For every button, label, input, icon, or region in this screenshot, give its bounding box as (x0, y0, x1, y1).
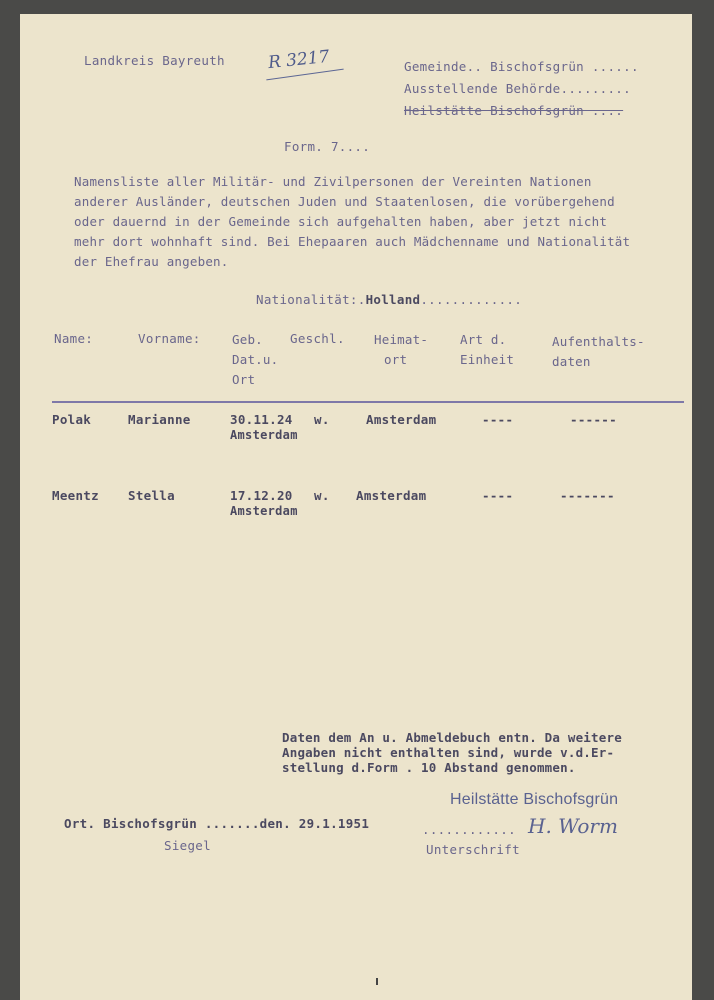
table-cell-heimatort: Amsterdam (356, 488, 427, 503)
note-line: Angaben nicht enthalten sind, wurde v.d.Er- (282, 745, 615, 760)
column-header-heimatort: Heimat- ort (374, 332, 429, 367)
column-header-aufenthalt: Aufenthalts- daten (552, 334, 645, 369)
table-cell-geb-ort: Amsterdam (230, 428, 298, 442)
column-header-vorname: Vorname: (138, 331, 201, 346)
nationality-value: Holland (365, 292, 421, 307)
document-page (20, 14, 692, 1000)
nationality-label: Nationalität:. (256, 292, 366, 307)
table-cell-vorname: Stella (128, 488, 175, 503)
column-header-geburt: Geb. Dat.u. Ort (232, 332, 279, 387)
description-paragraph (74, 172, 630, 272)
unterschrift-label: Unterschrift (426, 842, 520, 857)
signature-dots: ............ (422, 822, 516, 837)
table-cell-geb-ort: Amsterdam (230, 504, 298, 518)
description-line: Namensliste aller Militär- und Zivilpersonen der Vereinten Nationen (74, 174, 592, 189)
table-cell-geschl: w. (314, 412, 330, 427)
institution-stamp: Heilstätte Bischofsgrün (450, 791, 619, 808)
nationality-fill: ............. (420, 292, 523, 307)
table-cell-aufenthalt: ------ (570, 412, 617, 427)
note-paragraph (282, 730, 622, 775)
gemeinde-field: Gemeinde.. Bischofsgrün ...... (404, 59, 639, 74)
description-line: anderer Ausländer, deutschen Juden und Staatenlosen, die vorübergehend (74, 194, 615, 209)
behoerde-field: Ausstellende Behörde......... (404, 81, 631, 96)
description-line: der Ehefrau angeben. (74, 254, 229, 269)
table-cell-art: ---- (482, 412, 514, 427)
table-cell-aufenthalt: ------- (560, 488, 615, 503)
siegel-label: Siegel (164, 838, 211, 853)
handwritten-signature: H. Worm (528, 814, 618, 838)
table-cell-name: Meentz (52, 488, 99, 503)
landkreis-label: Landkreis Bayreuth (84, 53, 225, 68)
column-header-geschlecht: Geschl. (290, 331, 345, 346)
description-line: oder dauernd in der Gemeinde sich aufgehalten haben, aber jetzt nicht (74, 214, 608, 229)
table-cell-vorname: Marianne (128, 412, 191, 427)
table-cell-geschl: w. (314, 488, 330, 503)
note-line: Daten dem An u. Abmeldebuch entn. Da weitere (282, 730, 622, 745)
column-header-name: Name: (54, 331, 94, 346)
form-label: Form. 7.... (284, 139, 371, 154)
column-header-einheit: Art d. Einheit (460, 332, 515, 367)
table-cell-geb-date: 17.12.20 (230, 488, 293, 503)
ort-datum-line: Ort. Bischofsgrün .......den. 29.1.1951 (64, 816, 370, 831)
handwritten-file-reference: R 3217 (267, 46, 331, 74)
note-line: stellung d.Form . 10 Abstand genommen. (282, 760, 576, 775)
page-mark (376, 978, 378, 985)
table-cell-heimatort: Amsterdam (366, 412, 437, 427)
nationality-line (256, 292, 522, 307)
description-line: mehr dort wohnhaft sind. Bei Ehepaaren auch Mädchenname und Nationalität (74, 234, 631, 249)
header-divider (52, 401, 684, 403)
heilstaette-field: Heilstätte Bischofsgrün .... (404, 103, 624, 118)
table-cell-art: ---- (482, 488, 514, 503)
table-cell-geb-date: 30.11.24 (230, 412, 293, 427)
table-cell-name: Polak (52, 412, 92, 427)
